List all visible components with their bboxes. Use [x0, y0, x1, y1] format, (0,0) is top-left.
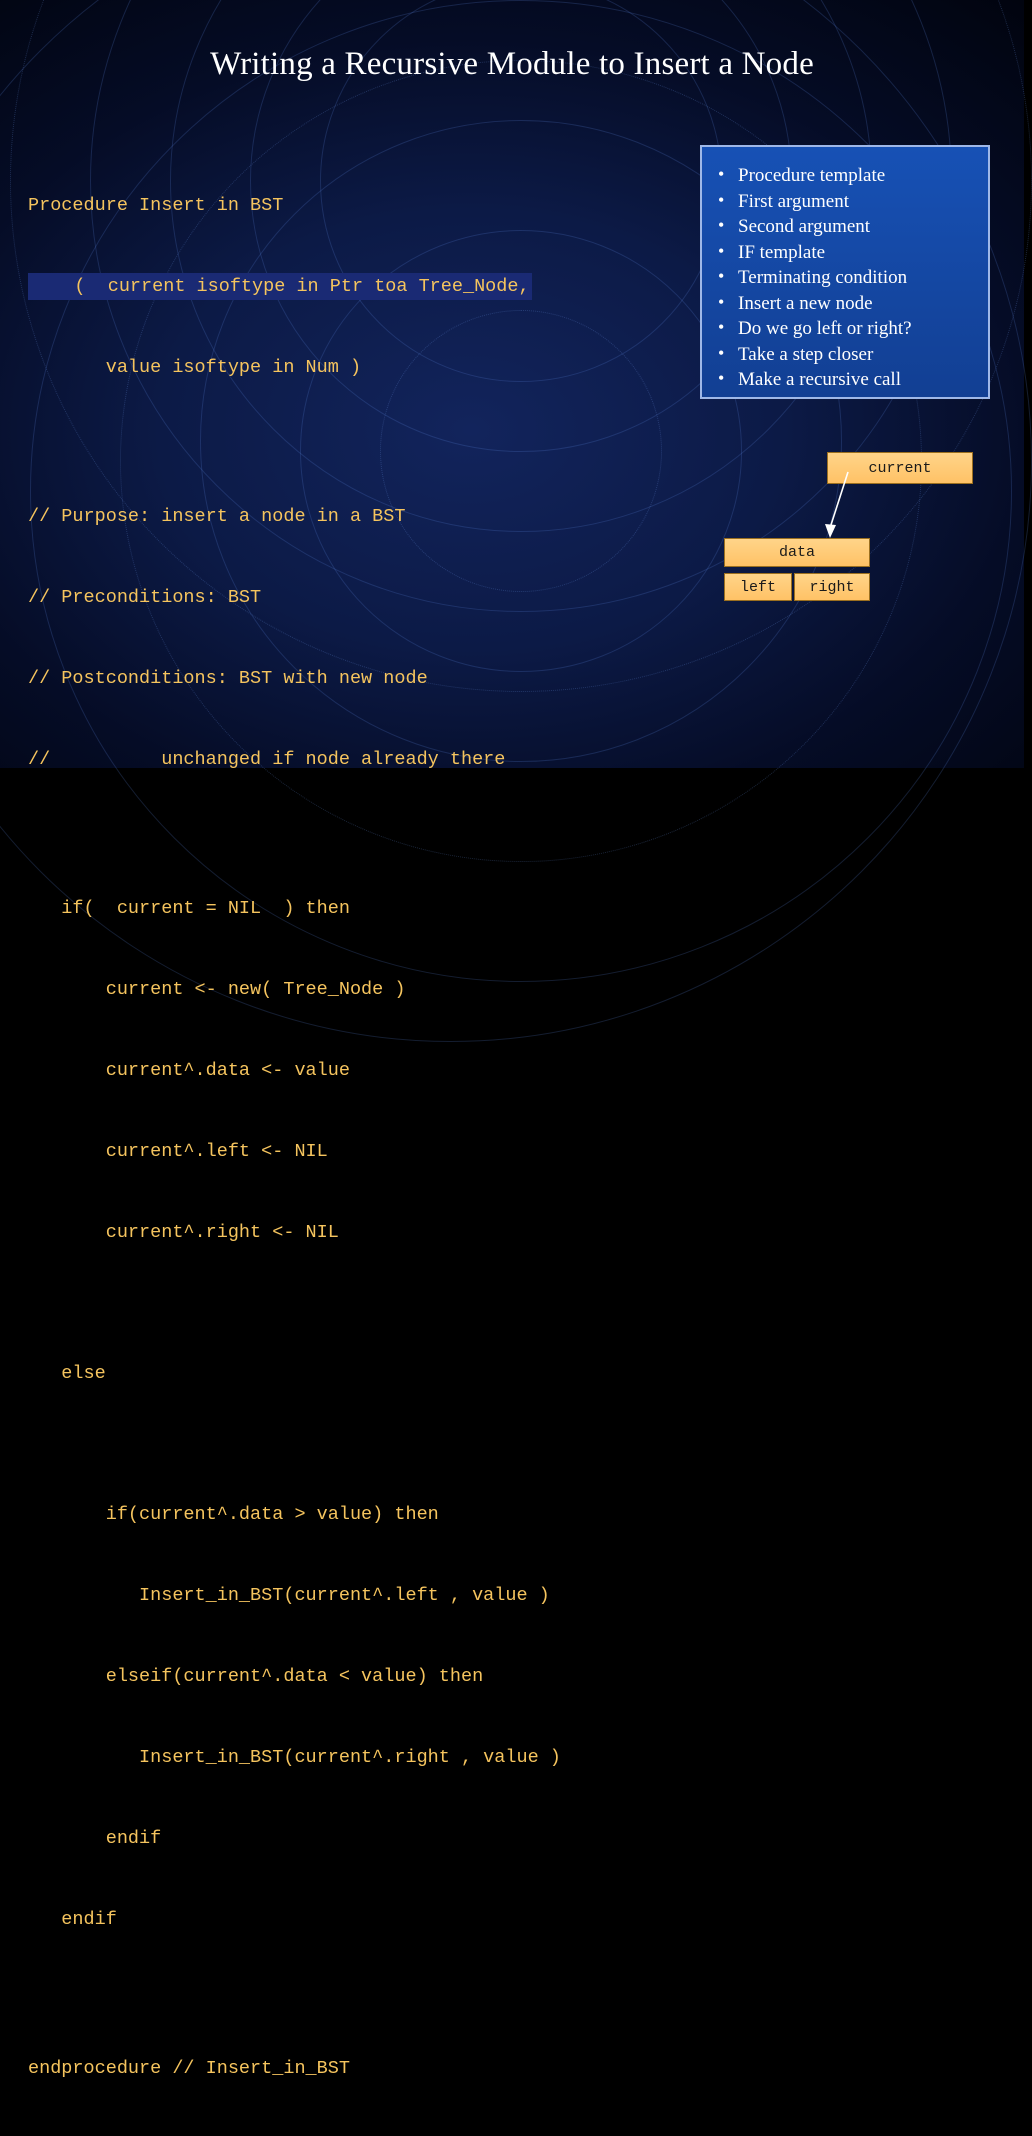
code-line: // Preconditions: BST: [28, 587, 262, 608]
code-line: endprocedure // Insert_in_BST: [28, 2058, 350, 2079]
code-line: current^.left <- NIL: [28, 1141, 328, 1162]
pointer-box-current: current: [827, 452, 973, 484]
bullet-item: • Terminating condition: [716, 265, 978, 291]
bullet-item: • Make a recursive call: [716, 367, 978, 393]
code-line: value isoftype in Num ): [28, 357, 362, 378]
code-line: if( current = NIL ) then: [28, 898, 350, 919]
code-line: Insert_in_BST(current^.right , value ): [28, 1747, 561, 1768]
code-line: current^.data <- value: [28, 1060, 350, 1081]
code-line: // unchanged if node already there: [28, 749, 506, 770]
code-line: current <- new( Tree_Node ): [28, 979, 406, 1000]
node-field-right: right: [794, 573, 870, 601]
bullet-item: • Do we go left or right?: [716, 316, 978, 342]
bullet-panel: [700, 145, 990, 399]
bullet-item: • Second argument: [716, 214, 978, 240]
code-block: [28, 138, 688, 2136]
code-line: Insert_in_BST(current^.left , value ): [28, 1585, 550, 1606]
bullet-item: • Procedure template: [716, 163, 978, 189]
code-spacer: [28, 827, 688, 841]
code-line: current^.right <- NIL: [28, 1222, 339, 1243]
code-line: if(current^.data > value) then: [28, 1504, 439, 1525]
code-line: endif: [28, 1828, 162, 1849]
code-line: elseif(current^.data < value) then: [28, 1666, 484, 1687]
code-spacer: [28, 435, 688, 449]
bullet-item: • Take a step closer: [716, 342, 978, 368]
code-spacer: [28, 1987, 688, 2001]
code-line: // Purpose: insert a node in a BST: [28, 506, 406, 527]
page-title: Writing a Recursive Module to Insert a Node: [210, 46, 814, 82]
code-line-highlight-span: ( current isoftype in Ptr toa Tree_Node,: [28, 273, 532, 300]
code-line: else: [28, 1363, 106, 1384]
code-line-highlighted: [28, 273, 688, 300]
code-line: // Postconditions: BST with new node: [28, 668, 428, 689]
code-spacer: [28, 1441, 688, 1447]
bullet-item: • First argument: [716, 189, 978, 215]
bullet-list: [716, 163, 978, 393]
code-spacer: [28, 1300, 688, 1306]
bullet-item: • IF template: [716, 240, 978, 266]
node-field-left: left: [724, 573, 792, 601]
node-field-data: data: [724, 538, 870, 567]
code-line: Procedure Insert in BST: [28, 195, 284, 216]
bullet-item: • Insert a new node: [716, 291, 978, 317]
code-line: endif: [28, 1909, 117, 1930]
